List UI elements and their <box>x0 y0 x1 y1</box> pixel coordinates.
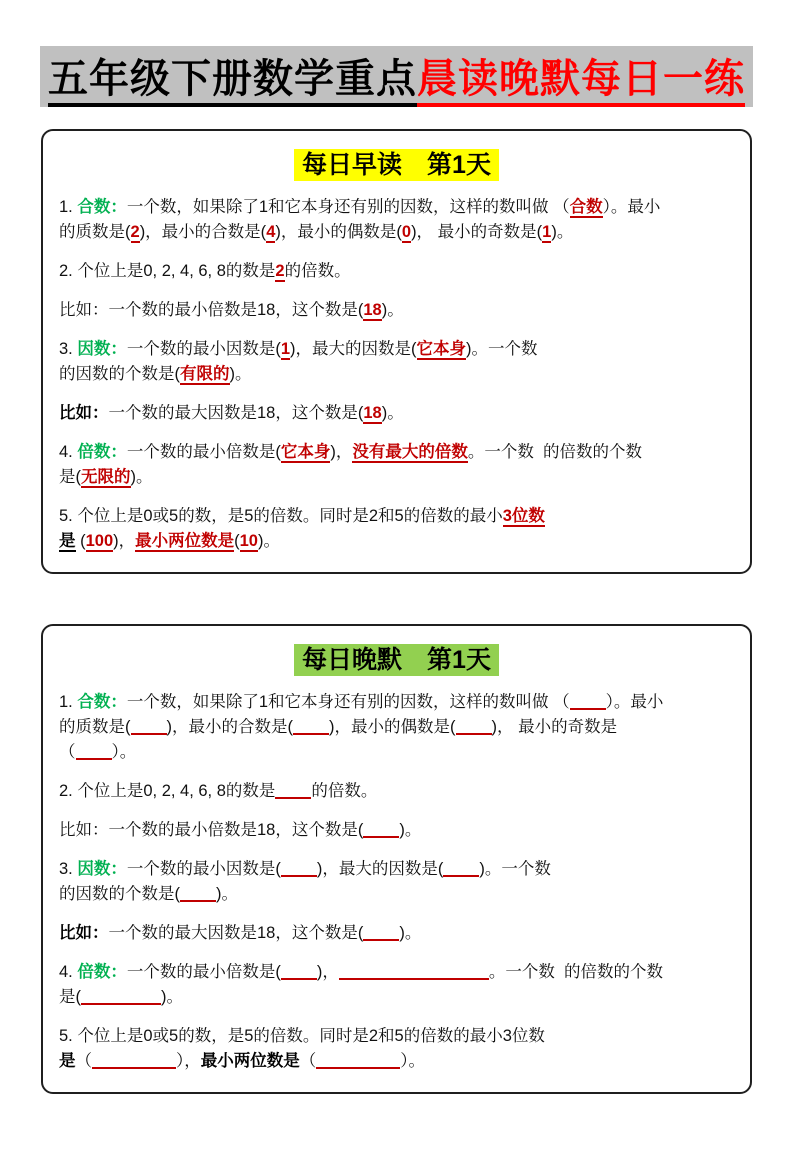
text-run: ）。最小 <box>602 198 661 216</box>
term-label: 合数： <box>77 198 127 216</box>
text-run: ）。 <box>111 743 137 761</box>
term-label: 倍数： <box>77 443 127 461</box>
answer-text: 没有最大的倍数 <box>352 443 468 461</box>
paragraph <box>59 857 734 907</box>
answer-blank <box>76 742 112 761</box>
text-run: )，最小的偶数是( <box>329 718 456 736</box>
text-run: 的质数是( <box>59 223 131 241</box>
page-title <box>40 46 753 107</box>
answer-blank <box>131 717 167 736</box>
text-run: )。 <box>381 404 404 422</box>
text-run: 1. <box>59 693 78 711</box>
answer-text: 无限的 <box>81 468 131 486</box>
paragraph <box>59 1024 734 1074</box>
text-run: （ <box>75 1052 92 1070</box>
text-run: 一个数的最大因数是18，这个数是( <box>108 404 364 422</box>
answer-text: 它本身 <box>280 443 331 461</box>
paragraph <box>59 401 734 426</box>
answer-text: 2 <box>275 262 285 280</box>
answer-blank <box>92 1051 176 1070</box>
text-run: 一个数，如果除了1和它本身还有别的因数，这样的数叫做 （ <box>126 693 570 711</box>
term-label: 倍数： <box>77 963 127 981</box>
text-run: 一个数的最小因数是( <box>126 860 281 878</box>
term-label: 因数： <box>77 860 127 878</box>
text-run: )， <box>316 963 339 981</box>
answer-blank <box>339 962 489 981</box>
answer-blank <box>456 717 492 736</box>
answer-text: 18 <box>363 404 382 422</box>
paragraph <box>59 818 734 843</box>
answer-blank <box>570 692 606 711</box>
text-run: )，最大的因数是( <box>316 860 444 878</box>
text-run: 一个数的最小倍数是( <box>126 443 281 461</box>
answer-blank <box>275 781 311 800</box>
text-run: )，最大的因数是( <box>290 340 417 358</box>
text-run: 5. 个位上是0或5的数，是5的倍数。同时是2和5的倍数的最小3位数 <box>59 1027 545 1045</box>
text-run: 的倍数。 <box>284 262 351 280</box>
text-run: 的倍数。 <box>311 782 378 800</box>
text-run: 的质数是( <box>59 718 131 736</box>
evening-section-title: 每日晚默 第1天 <box>294 644 499 676</box>
text-run: )， 最小的奇数是 <box>491 718 618 736</box>
page-title-red: 晨读晚默每日一练 <box>417 57 745 107</box>
paragraph <box>59 440 734 490</box>
text-run: 2. 个位上是0, 2, 4, 6, 8的数是 <box>59 782 276 800</box>
text-run: 是( <box>59 988 81 1006</box>
answer-blank <box>363 820 399 839</box>
paragraph <box>59 779 734 804</box>
text-run: )， 最小的奇数是( <box>411 223 543 241</box>
text-run: )。 <box>551 223 574 241</box>
paragraph <box>59 960 734 1010</box>
text-run: )， <box>330 443 353 461</box>
text-run: )。 <box>399 821 422 839</box>
answer-text: 最小两位数是 <box>135 532 235 550</box>
answer-text: 3位数 <box>502 507 545 525</box>
text-run: )。 <box>161 988 183 1006</box>
bold-text: 最小两位数是 <box>200 1052 300 1070</box>
text-run: )。一个数 <box>479 860 551 878</box>
morning-section-title: 每日早读 第1天 <box>294 149 499 181</box>
term-label: 合数： <box>77 693 127 711</box>
term-label: 因数： <box>77 340 127 358</box>
worksheet-page <box>0 46 793 1168</box>
text-run: )， <box>113 532 136 550</box>
evening-section-header <box>59 640 734 676</box>
paragraph <box>59 690 734 765</box>
text-run: 一个数，如果除了1和它本身还有别的因数，这样的数叫做 （ <box>126 198 570 216</box>
text-run: )。 <box>229 365 252 383</box>
answer-blank <box>281 859 317 878</box>
text-run: )。 <box>399 924 422 942</box>
text-run: 是( <box>59 468 81 486</box>
text-run: ）。 <box>400 1052 425 1070</box>
text-run: )，最小的合数是( <box>166 718 293 736</box>
text-run: ( <box>234 532 240 550</box>
text-run: 2. 个位上是0, 2, 4, 6, 8的数是 <box>59 262 276 280</box>
answer-text: 2 <box>130 223 140 241</box>
answer-blank <box>81 987 161 1006</box>
answer-text: 100 <box>85 532 114 550</box>
answer-text: 1 <box>542 223 552 241</box>
paragraph <box>59 195 734 245</box>
bold-text: 是 <box>59 1052 76 1070</box>
text-run: 3. <box>59 860 78 878</box>
text-run: 比如：一个数的最小倍数是18，这个数是( <box>59 821 364 839</box>
text-run: 5. 个位上是0或5的数，是5的倍数。同时是2和5的倍数的最小 <box>59 507 503 525</box>
text-run: （ <box>59 743 76 761</box>
answer-text: 18 <box>363 301 382 319</box>
answer-text: 4 <box>266 223 276 241</box>
paragraph <box>59 504 734 554</box>
text-run: ( <box>75 532 86 550</box>
answer-blank <box>363 923 399 942</box>
answer-blank <box>281 962 317 981</box>
text-run: 比如：一个数的最小倍数是18，这个数是( <box>59 301 364 319</box>
text-run: )，最小的合数是( <box>139 223 267 241</box>
text-run: 1. <box>59 198 78 216</box>
bold-text: 比如： <box>59 924 109 942</box>
text-run: )。 <box>381 301 404 319</box>
text-run: 4. <box>59 443 78 461</box>
morning-section-header <box>59 145 734 181</box>
text-run: 一个数的最小因数是( <box>126 340 281 358</box>
text-run: 。一个数 的倍数的个数 <box>467 443 643 461</box>
text-run: 一个数的最大因数是18，这个数是( <box>108 924 364 942</box>
morning-section-body <box>59 195 734 554</box>
evening-section-body <box>59 690 734 1074</box>
text-run: )。 <box>257 532 280 550</box>
answer-blank <box>443 859 479 878</box>
text-run: 一个数的最小倍数是( <box>126 963 281 981</box>
bold-text: 比如： <box>59 404 109 422</box>
bold-underlined-text: 是 <box>59 532 76 550</box>
answer-blank <box>293 717 329 736</box>
text-run: )。 <box>130 468 153 486</box>
text-run: 3. <box>59 340 78 358</box>
text-run: （ <box>299 1052 317 1070</box>
text-run: 。一个数 的倍数的个数 <box>488 963 664 981</box>
text-run: 4. <box>59 963 78 981</box>
answer-text: 0 <box>401 223 412 241</box>
answer-text: 有限的 <box>180 365 230 383</box>
evening-section <box>41 624 752 1094</box>
text-run: )。一个数 <box>466 340 538 358</box>
text-run: )，最小的偶数是( <box>275 223 402 241</box>
text-run: 的因数的个数是( <box>59 365 180 383</box>
paragraph <box>59 921 734 946</box>
answer-blank <box>180 884 216 903</box>
answer-text: 它本身 <box>416 340 467 358</box>
paragraph <box>59 337 734 387</box>
text-run: ）， <box>176 1052 201 1070</box>
text-run: ）。最小 <box>605 693 664 711</box>
page-title-black: 五年级下册数学重点 <box>48 57 417 107</box>
text-run: 的因数的个数是( <box>59 885 180 903</box>
answer-text: 合数 <box>569 198 603 216</box>
paragraph <box>59 259 734 284</box>
answer-text: 10 <box>239 532 258 550</box>
paragraph <box>59 298 734 323</box>
answer-blank <box>316 1051 400 1070</box>
answer-text: 1 <box>280 340 291 358</box>
text-run: )。 <box>216 885 238 903</box>
morning-section <box>41 129 752 574</box>
